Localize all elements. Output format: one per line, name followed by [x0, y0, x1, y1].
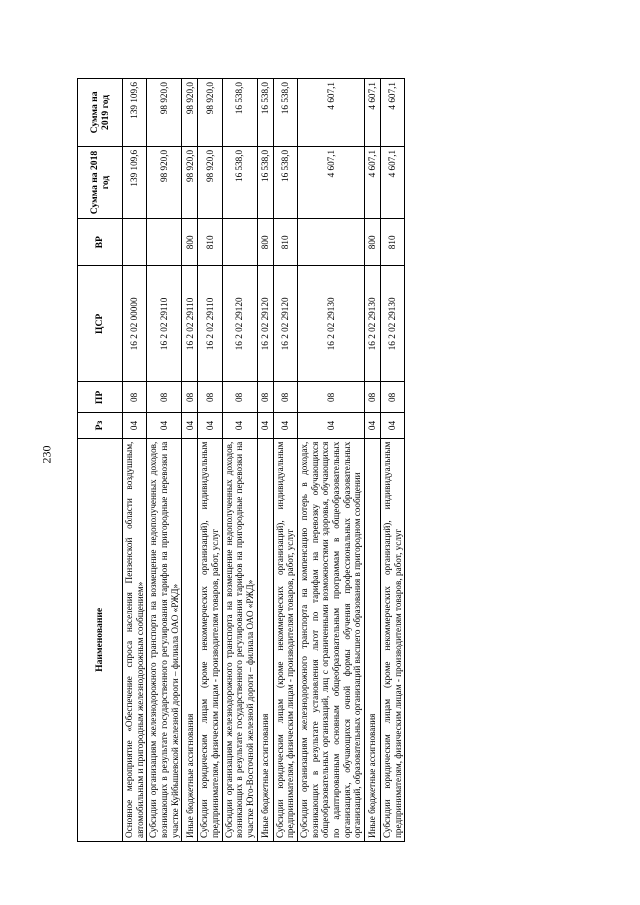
row-sum-2019: 4 607,1 — [381, 79, 405, 147]
row-sum-2018: 16 538,0 — [222, 146, 257, 218]
row-csr: 16 2 02 29110 — [182, 266, 198, 382]
row-name: Субсидии юридическим лицам (кроме некоммерческих организаций), индивидуальным предпринимателям, физическим лицам - производителям товаров, работ, услуг — [198, 438, 222, 841]
row-sum-2018: 16 538,0 — [273, 146, 297, 218]
row-name: Субсидии юридическим лицам (кроме некоммерческих организаций), индивидуальным предпринимателям, физическим лицам - производителям товаров, работ, услуг — [273, 438, 297, 841]
header-rz: Рз — [78, 413, 123, 438]
row-name: Основное мероприятие «Обеспечение спроса населения Пензенской области воздушным, автомобильным и пригородным железнодорожным сообщением» — [123, 438, 147, 841]
table-row — [381, 79, 405, 842]
header-name: Наименование — [78, 438, 123, 841]
row-sum-2018: 98 920,0 — [147, 146, 182, 218]
row-rz: 04 — [381, 413, 405, 438]
row-sum-2019: 98 920,0 — [198, 79, 222, 147]
row-csr: 16 2 02 29110 — [198, 266, 222, 382]
row-pr: 08 — [198, 382, 222, 413]
row-name: Иные бюджетные ассигнования — [257, 438, 273, 841]
row-name: Иные бюджетные ассигнования — [182, 438, 198, 841]
header-csr: ЦСР — [78, 266, 123, 382]
row-sum-2018: 4 607,1 — [365, 146, 381, 218]
row-csr: 16 2 02 29120 — [257, 266, 273, 382]
row-sum-2018: 16 538,0 — [257, 146, 273, 218]
row-sum-2019: 16 538,0 — [222, 79, 257, 147]
row-rz: 04 — [182, 413, 198, 438]
row-vr: 810 — [198, 219, 222, 266]
page-number: 230 — [39, 445, 54, 464]
row-rz: 04 — [222, 413, 257, 438]
table-header-row — [78, 79, 123, 842]
header-sum-2019: Сумма на 2019 год — [78, 79, 123, 147]
row-sum-2019: 16 538,0 — [273, 79, 297, 147]
row-csr: 16 2 02 29120 — [273, 266, 297, 382]
row-rz: 04 — [123, 413, 147, 438]
row-pr: 08 — [182, 382, 198, 413]
row-vr: 810 — [273, 219, 297, 266]
table-row — [123, 79, 147, 842]
table-row — [198, 79, 222, 842]
row-vr: 800 — [365, 219, 381, 266]
row-csr: 16 2 02 00000 — [123, 266, 147, 382]
row-pr: 08 — [222, 382, 257, 413]
row-sum-2019: 98 920,0 — [182, 79, 198, 147]
row-sum-2018: 139 109,6 — [123, 146, 147, 218]
table-row — [182, 79, 198, 842]
row-vr: 800 — [257, 219, 273, 266]
row-csr: 16 2 02 29120 — [222, 266, 257, 382]
row-vr — [123, 219, 147, 266]
row-vr: 810 — [381, 219, 405, 266]
row-sum-2019: 4 607,1 — [298, 79, 365, 147]
row-sum-2018: 98 920,0 — [182, 146, 198, 218]
header-sum-2018: Сумма на 2018 год — [78, 146, 123, 218]
row-rz: 04 — [198, 413, 222, 438]
row-sum-2018: 98 920,0 — [198, 146, 222, 218]
row-sum-2019: 98 920,0 — [147, 79, 182, 147]
row-sum-2019: 139 109,6 — [123, 79, 147, 147]
table-row — [298, 79, 365, 842]
row-rz: 04 — [273, 413, 297, 438]
row-name: Субсидии организациям железнодорожного транспорта на компенсацию потерь в доходах, возникающих в результате установления льгот по тарифам на перевозку обучающихся общеобразовательных организаций, лиц с ограниченными возможностями здоровья, обучающихся по адаптированным основным общеобразовательным программам в общеобразовательных организациях, обучающихся очной формы обучения профессиональных образовательных организаций, образовательных организаций высшего образования в пригородном сообщении — [298, 438, 365, 841]
row-name: Субсидии юридическим лицам (кроме некоммерческих организаций), индивидуальным предпринимателям, физическим лицам - производителям товаров, работ, услуг — [381, 438, 405, 841]
row-pr: 08 — [123, 382, 147, 413]
table-row — [147, 79, 182, 842]
table-row — [222, 79, 257, 842]
row-csr: 16 2 02 29130 — [365, 266, 381, 382]
budget-table-container — [77, 78, 559, 842]
row-sum-2018: 4 607,1 — [381, 146, 405, 218]
row-sum-2019: 16 538,0 — [257, 79, 273, 147]
row-sum-2018: 4 607,1 — [298, 146, 365, 218]
table-row — [273, 79, 297, 842]
row-csr: 16 2 02 29110 — [147, 266, 182, 382]
row-pr: 08 — [365, 382, 381, 413]
row-name: Иные бюджетные ассигнования — [365, 438, 381, 841]
row-csr: 16 2 02 29130 — [381, 266, 405, 382]
header-vr: ВР — [78, 219, 123, 266]
row-name: Субсидии организациям железнодорожного транспорта на возмещение недополученных доходов, возникающих в результате государственного регулирования тарифов на пригородные перевозки на участке Юго-Восточной железной дороги – филиала ОАО «РЖД» — [222, 438, 257, 841]
row-vr — [222, 219, 257, 266]
row-sum-2019: 4 607,1 — [365, 79, 381, 147]
row-rz: 04 — [257, 413, 273, 438]
row-rz: 04 — [365, 413, 381, 438]
row-vr: 800 — [182, 219, 198, 266]
header-pr: ПР — [78, 382, 123, 413]
table-row — [365, 79, 381, 842]
row-vr — [298, 219, 365, 266]
row-rz: 04 — [147, 413, 182, 438]
row-csr: 16 2 02 29130 — [298, 266, 365, 382]
row-pr: 08 — [298, 382, 365, 413]
row-pr: 08 — [381, 382, 405, 413]
budget-table — [77, 78, 405, 842]
row-rz: 04 — [298, 413, 365, 438]
row-pr: 08 — [273, 382, 297, 413]
row-pr: 08 — [257, 382, 273, 413]
row-vr — [147, 219, 182, 266]
table-row — [257, 79, 273, 842]
row-name: Субсидии организациям железнодорожного транспорта на возмещение недополученных доходов, возникающих в результате государственного регулирования тарифов на пригородные перевозки на участке Куйбышевской железной дороги – филиала ОАО «РЖД» — [147, 438, 182, 841]
row-pr: 08 — [147, 382, 182, 413]
